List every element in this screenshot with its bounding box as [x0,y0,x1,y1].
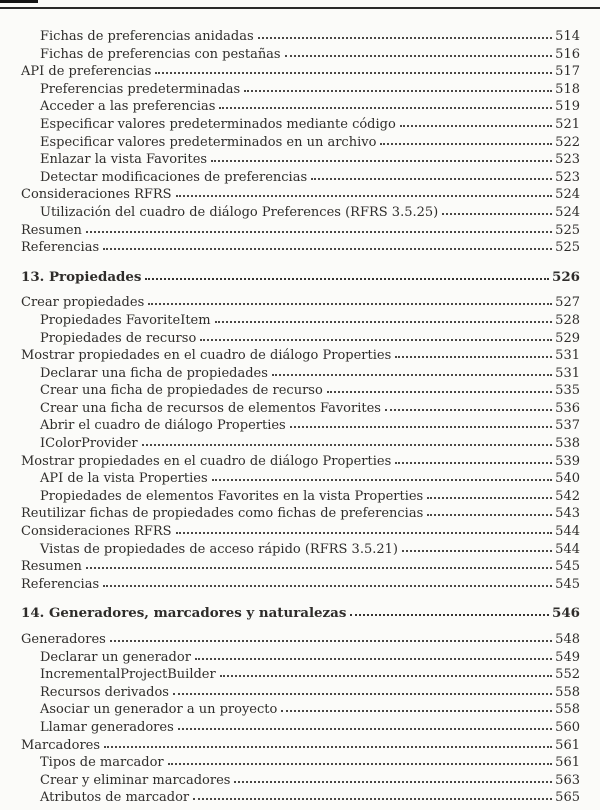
toc-entry-page: 536 [555,400,580,416]
toc-entry-page: 545 [555,559,580,575]
dot-leader [155,72,552,74]
toc-entry-label: Propiedades FavoriteItem [40,312,211,328]
toc-entry [21,754,580,772]
dot-leader [327,391,552,393]
toc-entry [21,666,580,684]
dot-leader [285,55,553,57]
dot-leader [442,213,552,215]
dot-leader [173,693,552,695]
toc-entry-page: 544 [555,541,580,557]
toc-entry-page: 517 [555,64,580,80]
header-tab [0,0,38,3]
toc-entry-page: 531 [555,365,580,381]
toc-entry-page: 531 [555,348,580,364]
toc-entry [21,294,580,312]
toc-entry [21,605,580,623]
toc-entry [21,649,580,667]
dot-leader [402,550,552,552]
dot-leader [103,585,552,587]
toc-entry-label: Tipos de marcador [40,755,164,771]
toc-entry [21,631,580,649]
dot-leader [427,497,552,499]
toc-list [0,28,600,807]
header-rule [0,7,600,9]
toc-entry [21,417,580,435]
toc-entry [21,312,580,330]
toc-entry-page: 516 [555,46,580,62]
dot-leader [395,462,552,464]
dot-leader [110,640,552,642]
toc-entry [21,772,580,790]
toc-entry-label: Resumen [21,559,82,575]
toc-entry [21,576,580,594]
toc-entry-label: Crear y eliminar marcadores [40,772,231,788]
toc-entry [21,222,580,240]
toc-entry [21,269,580,287]
toc-entry-label: Consideraciones RFRS [21,524,172,540]
toc-entry-label: 13. Propiedades [21,268,142,285]
toc-entry-label: Declarar un generador [40,649,191,665]
toc-entry-page: 527 [555,295,580,311]
toc-entry [21,28,580,46]
toc-entry [21,134,580,152]
dot-leader [195,658,552,660]
toc-entry [21,169,580,187]
dot-leader [272,374,552,376]
dot-leader [427,514,552,516]
toc-entry-label: Especificar valores predeterminados mediante código [40,116,396,132]
dot-leader [244,90,552,92]
dot-leader [385,409,552,411]
toc-entry-label: Especificar valores predeterminados en un archivo [40,134,377,150]
toc-entry [21,505,580,523]
toc-entry-label: Resumen [21,222,82,238]
toc-entry [21,541,580,559]
toc-entry-page: 540 [555,471,580,487]
toc-entry-label: Atributos de marcador [40,790,190,806]
toc-entry-label: Crear una ficha de recursos de elementos Favorites [40,400,381,416]
toc-entry [21,98,580,116]
toc-entry-page: 539 [555,453,580,469]
toc-entry [21,347,580,365]
toc-entry-label: Consideraciones RFRS [21,187,172,203]
toc-entry-page: 518 [555,81,580,97]
toc-entry-page: 529 [555,330,580,346]
dot-leader [176,195,553,197]
toc-entry-page: 561 [555,737,580,753]
dot-leader [281,710,552,712]
dot-leader [290,426,552,428]
toc-entry-label: Asociar un generador a un proyecto [40,702,278,718]
toc-entry-label: Propiedades de elementos Favorites en la vista Properties [40,488,424,504]
toc-entry-label: Fichas de preferencias anidadas [40,29,254,44]
dot-leader [104,746,552,748]
dot-leader [350,614,549,616]
dot-leader [178,728,552,730]
toc-entry-label: Generadores [21,632,106,647]
toc-entry-label: 14. Generadores, marcadores y naturalezas [21,605,347,622]
toc-entry-page: 524 [555,187,580,203]
toc-entry-page: 563 [555,772,580,788]
toc-entry [21,365,580,383]
toc-entry-label: Recursos derivados [40,684,169,700]
toc-entry-label: Propiedades de recurso [40,330,197,346]
dot-leader [86,231,552,233]
dot-leader [220,675,552,677]
toc-entry-page: 543 [555,506,580,522]
toc-entry-label: Crear una ficha de propiedades de recurso [40,383,323,399]
toc-entry-page: 537 [555,418,580,434]
toc-entry-label: Marcadores [21,737,101,753]
toc-entry-page: 519 [555,99,580,115]
toc-entry [21,488,580,506]
dot-leader [380,143,552,145]
toc-entry-page: 548 [555,632,580,647]
toc-entry-label: Enlazar la vista Favorites [40,152,208,168]
toc-entry-page: 526 [552,268,580,285]
dot-leader [258,37,553,39]
toc-entry [21,330,580,348]
toc-entry [21,63,580,81]
toc-entry-page: 538 [555,436,580,452]
toc-entry-label: Vistas de propiedades de acceso rápido (RFRS 3.5.21) [40,541,398,557]
toc-entry-page: 525 [555,222,580,238]
toc-entry [21,151,580,169]
dot-leader [168,763,553,765]
toc-entry-label: Mostrar propiedades en el cuadro de diálogo Properties [21,453,392,469]
toc-entry-page: 535 [555,383,580,399]
toc-entry-label: Preferencias predeterminadas [40,81,241,97]
toc-entry-label: Referencias [21,240,100,256]
toc-entry [21,239,580,257]
dot-leader [142,444,553,446]
dot-leader [219,107,552,109]
dot-leader [212,479,553,481]
toc-entry-page: 560 [555,719,580,735]
toc-entry-page: 546 [552,605,580,622]
toc-entry [21,470,580,488]
toc-entry-label: Acceder a las preferencias [40,99,216,115]
toc-entry-label: Reutilizar fichas de propiedades como fichas de preferencias [21,506,424,522]
toc-entry-page: 558 [555,684,580,700]
toc-entry [21,116,580,134]
toc-entry-page: 545 [555,576,580,592]
toc-entry-page: 558 [555,702,580,718]
toc-entry-page: 523 [555,169,580,185]
dot-leader [311,178,552,180]
toc-entry-page: 565 [555,790,580,806]
dot-leader [103,248,552,250]
toc-entry-page: 549 [555,649,580,665]
toc-entry-page: 523 [555,152,580,168]
toc-entry-label: Mostrar propiedades en el cuadro de diálogo Properties [21,348,392,364]
toc-entry-label: API de la vista Properties [40,471,208,487]
dot-leader [193,798,552,800]
dot-leader [176,532,553,534]
toc-entry-page: 521 [555,116,580,132]
toc-entry-label: Referencias [21,576,100,592]
dot-leader [145,278,549,280]
toc-entry-page: 544 [555,524,580,540]
toc-entry [21,789,580,807]
toc-entry-label: IncrementalProjectBuilder [40,667,216,683]
toc-entry-label: Fichas de preferencias con pestañas [40,46,281,62]
toc-entry [21,400,580,418]
toc-entry [21,382,580,400]
toc-entry [21,701,580,719]
toc-entry-label: Declarar una ficha de propiedades [40,365,268,381]
dot-leader [86,567,552,569]
dot-leader [400,125,552,127]
toc-entry-label: IColorProvider [40,436,138,452]
toc-entry [21,684,580,702]
toc-entry [21,46,580,64]
dot-leader [215,321,553,323]
toc-entry [21,435,580,453]
toc-entry [21,737,580,755]
toc-entry [21,81,580,99]
toc-entry-label: Detectar modificaciones de preferencias [40,169,308,185]
toc-entry [21,204,580,222]
toc-entry-page: 525 [555,240,580,256]
toc-entry-label: Abrir el cuadro de diálogo Properties [40,418,286,434]
toc-entry-label: Crear propiedades [21,295,145,311]
toc-entry-page: 552 [555,667,580,683]
toc-entry [21,558,580,576]
toc-entry-page: 528 [555,312,580,328]
dot-leader [211,160,552,162]
toc-entry-page: 522 [555,134,580,150]
dot-leader [200,339,552,341]
dot-leader [395,356,552,358]
toc-entry-page: 514 [555,29,580,44]
toc-entry [21,186,580,204]
dot-leader [234,781,552,783]
toc-entry [21,523,580,541]
toc-entry-label: Utilización del cuadro de diálogo Preferences (RFRS 3.5.25) [40,204,439,220]
toc-entry [21,719,580,737]
toc-entry-page: 561 [555,755,580,771]
toc-entry-label: Llamar generadores [40,719,174,735]
dot-leader [148,303,552,305]
toc-entry-label: API de preferencias [21,64,152,80]
toc-entry [21,453,580,471]
toc-entry-page: 542 [555,488,580,504]
toc-entry-page: 524 [555,204,580,220]
